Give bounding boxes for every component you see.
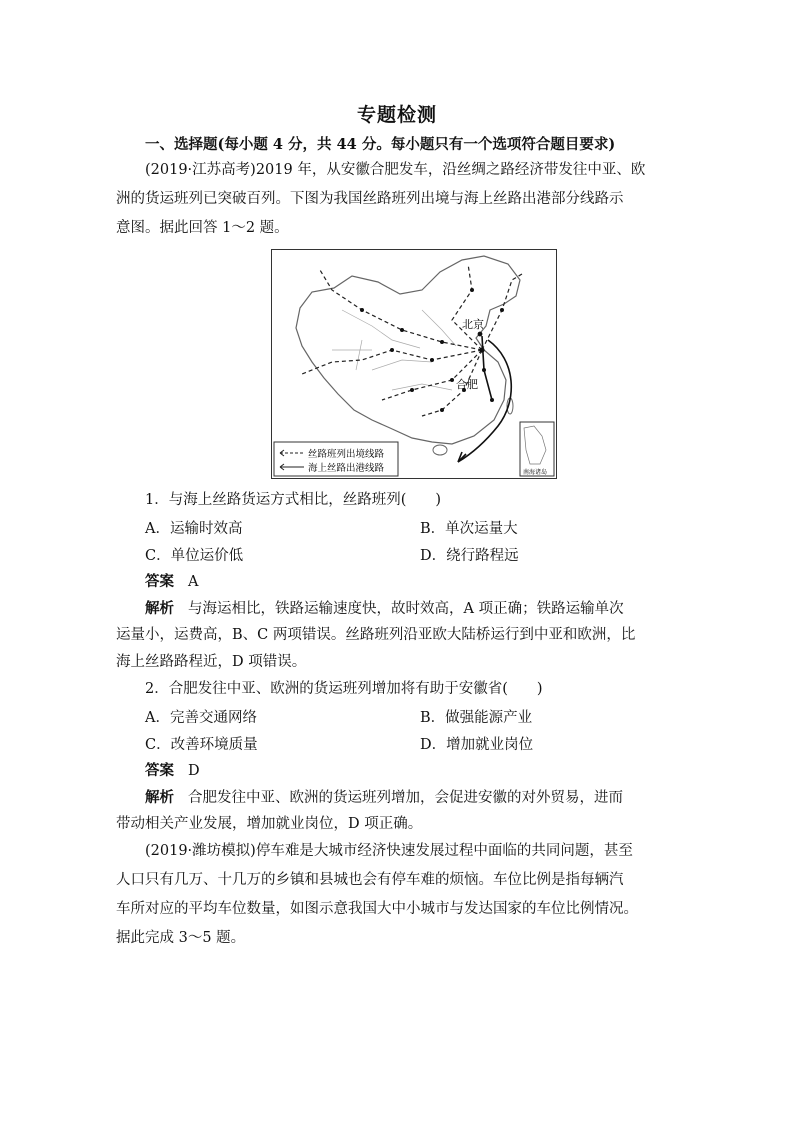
page-title: 专题检测 (356, 104, 437, 126)
q2-option-d: D．增加就业岗位 (420, 737, 534, 753)
intro2-line3: 车所对应的平均车位数量，如图示意我国大中小城市与发达国家的车位比例情况。 (116, 901, 638, 917)
legend-solid-label: 海上丝路出港线路 (308, 463, 385, 474)
legend-dashed-label: 丝路班列出境线路 (308, 449, 385, 460)
china-outline (296, 256, 520, 444)
route-map-svg (272, 250, 556, 478)
q2-option-b: B．做强能源产业 (420, 710, 533, 726)
q1-analysis-line2: 运量小，运费高，B、C 两项错误。丝路班列沿亚欧大陆桥运行到中亚和欧洲，比 (116, 627, 636, 643)
intro1-line3: 意图。据此回答 1～2 题。 (116, 220, 289, 236)
sea-route (458, 336, 511, 462)
intro1-source: (2019·江苏高考) (145, 162, 256, 178)
intro2-source: (2019·潍坊模拟) (145, 843, 256, 859)
intro2-line2: 人口只有几万、十几万的乡镇和县城也会有停车难的烦恼。车位比例是指每辆汽 (116, 872, 624, 888)
route-map-figure (271, 249, 557, 479)
q1-analysis-line1: 解析 与海运相比，铁路运输速度快，故时效高，A 项正确；铁路运输单次 (145, 600, 624, 617)
q1-analysis-line3: 海上丝路路程近，D 项错误。 (116, 654, 307, 670)
q1-answer: 答案 A (145, 573, 199, 590)
intro1-line2: 洲的货运班列已突破百列。下图为我国丝路班列出境与海上丝路出港部分线路示 (116, 191, 624, 207)
q1-option-a: A．运输时效高 (145, 521, 243, 537)
q2-stem: 2．合肥发往中亚、欧洲的货运班列增加将有助于安徽省( ) (145, 681, 543, 697)
q1-option-d: D．绕行路程远 (420, 548, 519, 564)
intro1-line1: (2019·江苏高考)2019 年，从安徽合肥发车，沿丝绸之路经济带发往中亚、欧 (145, 162, 646, 178)
section-heading: 一、选择题(每小题 4 分，共 44 分。每小题只有一个选项符合题目要求) (145, 136, 616, 153)
label-hefei: 合肥 (456, 378, 478, 391)
q2-analysis-line1: 解析 合肥发往中亚、欧洲的货运班列增加，会促进安徽的对外贸易，进而 (145, 789, 623, 806)
intro2-line4: 据此完成 3～5 题。 (116, 930, 246, 946)
q1-stem: 1．与海上丝路货运方式相比，丝路班列( ) (145, 492, 442, 508)
q2-option-a: A．完善交通网络 (145, 710, 257, 726)
q1-option-b: B．单次运量大 (420, 521, 518, 537)
q2-option-c: C．改善环境质量 (145, 737, 258, 753)
city-dots (360, 288, 504, 412)
label-beijing: 北京 (462, 318, 484, 331)
q2-analysis-line2: 带动相关产业发展，增加就业岗位，D 项正确。 (116, 816, 423, 832)
intro2-line1: (2019·潍坊模拟)停车难是大城市经济快速发展过程中面临的共同问题，甚至 (145, 843, 633, 859)
inset-label: 南海诸岛 (523, 469, 548, 476)
q2-answer: 答案 D (145, 762, 200, 779)
hainan-island (433, 445, 447, 455)
q1-option-c: C．单位运价低 (145, 548, 244, 564)
